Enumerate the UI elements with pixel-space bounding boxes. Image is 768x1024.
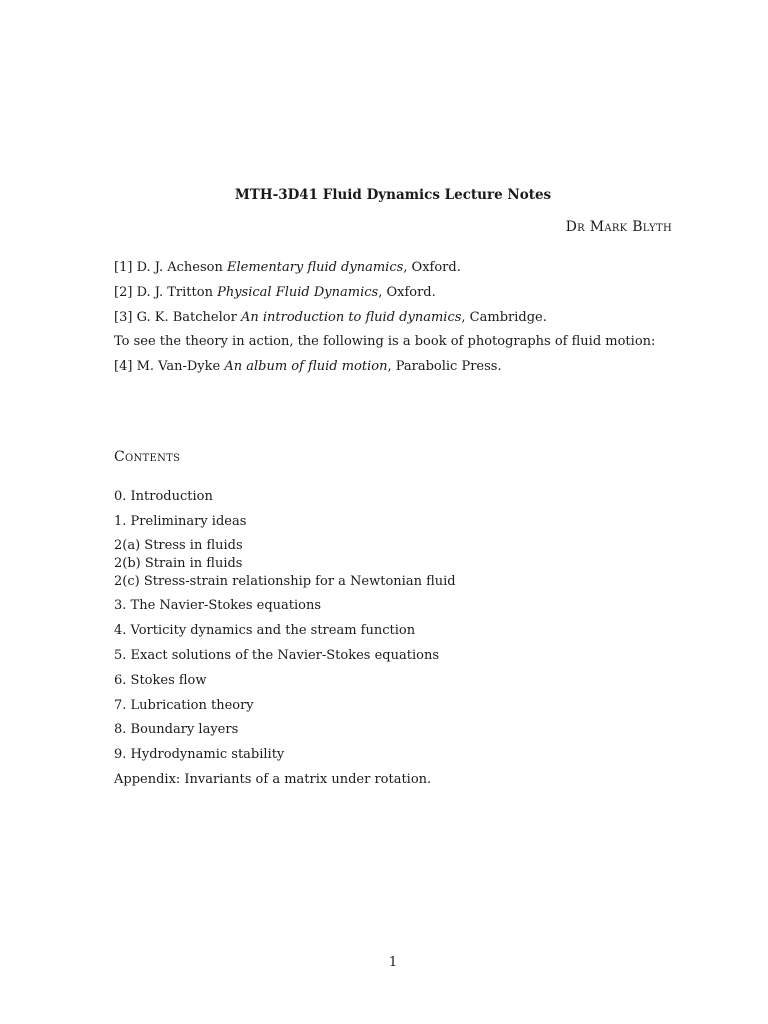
reference-title: Elementary fluid dynamics [227,260,404,275]
reference-authors: D. J. Tritton [136,284,213,300]
contents-item: 9. Hydrodynamic stability [114,747,285,762]
contents-item: 3. The Navier-Stokes equations [114,598,322,613]
reference-title: An introduction to fluid dynamics [240,309,462,325]
reference-number: [4] [114,359,133,375]
reference-item [114,359,714,375]
contents-item: 0. Introduction [114,489,213,504]
contents-item: 8. Boundary layers [114,722,239,737]
contents-item: Appendix: Invariants of a matrix under rotation. [114,772,432,787]
reference-publisher: , Oxford. [378,284,436,300]
contents-heading: Contents [114,449,181,465]
reference-item [114,310,714,326]
reference-authors: G. K. Batchelor [136,309,237,325]
reference-title: An album of fluid motion [224,359,388,375]
document-author: Dr Mark Blyth [565,219,672,235]
page-number: 1 [388,955,398,970]
reference-item [114,260,714,276]
reference-title: Physical Fluid Dynamics [217,284,379,300]
reference-publisher: , Oxford. [403,260,461,275]
reference-number: [3] [114,309,133,325]
reference-publisher: , Parabolic Press. [387,359,502,375]
reference-list [114,260,714,384]
contents-item: 4. Vorticity dynamics and the stream function [114,623,416,638]
contents-item: 2(b) Strain in fluids [114,556,243,571]
reference-publisher: , Cambridge. [461,309,547,325]
reference-item [114,285,714,301]
contents-item: 2(a) Stress in fluids [114,538,243,553]
reference-number: [1] [114,260,133,275]
contents-item: 1. Preliminary ideas [114,514,247,529]
contents-item: 7. Lubrication theory [114,698,254,713]
reference-number: [2] [114,284,133,300]
photo-note: To see the theory in action, the following is a book of photographs of fluid motion: [114,334,656,350]
reference-authors: M. Van-Dyke [136,359,221,375]
contents-item: 2(c) Stress-strain relationship for a Newtonian fluid [114,574,456,589]
document-title: MTH-3D41 Fluid Dynamics Lecture Notes [234,187,552,203]
contents-item: 6. Stokes flow [114,673,207,688]
contents-item: 5. Exact solutions of the Navier-Stokes equations [114,648,439,663]
reference-authors: D. J. Acheson [136,260,223,275]
